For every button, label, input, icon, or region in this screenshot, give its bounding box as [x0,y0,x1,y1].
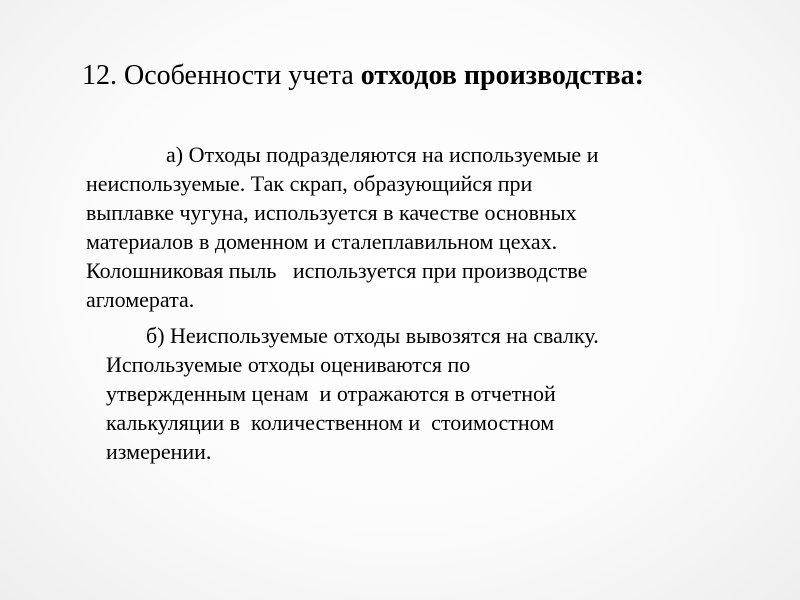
paragraph-a-line-6: агломерата. [86,287,195,312]
slide-title-bold: отходов производства: [360,60,644,91]
paragraph-b-line-3: утвержденным ценам и отражаются в отчетной [106,381,556,406]
paragraph-a [86,140,766,314]
slide-title [82,56,762,96]
paragraph-b-line-1: б) Неиспользуемые отходы вывозятся на свалку. [146,323,599,348]
paragraph-b-line-5: измерении. [106,439,212,464]
paragraph-a-line-3: выплавке чугуна, используется в качестве основных [86,200,577,225]
slide-body [86,140,766,466]
paragraph-b [106,321,766,466]
paragraph-a-line-1: а) Отходы подразделяются на используемые и [166,142,599,167]
paragraph-b-line-4: калькуляции в количественном и стоимостном [106,410,555,435]
paragraph-a-line-2: неиспользуемые. Так скрап, образующийся при [86,171,533,196]
paragraph-a-line-5: Колошниковая пыль используется при производстве [86,258,588,283]
paragraph-a-line-4: материалов в доменном и сталеплавильном цехах. [86,229,558,254]
slide-title-prefix: 12. Особенности учета [82,60,361,91]
paragraph-b-line-2: Используемые отходы оцениваются по [106,352,471,377]
